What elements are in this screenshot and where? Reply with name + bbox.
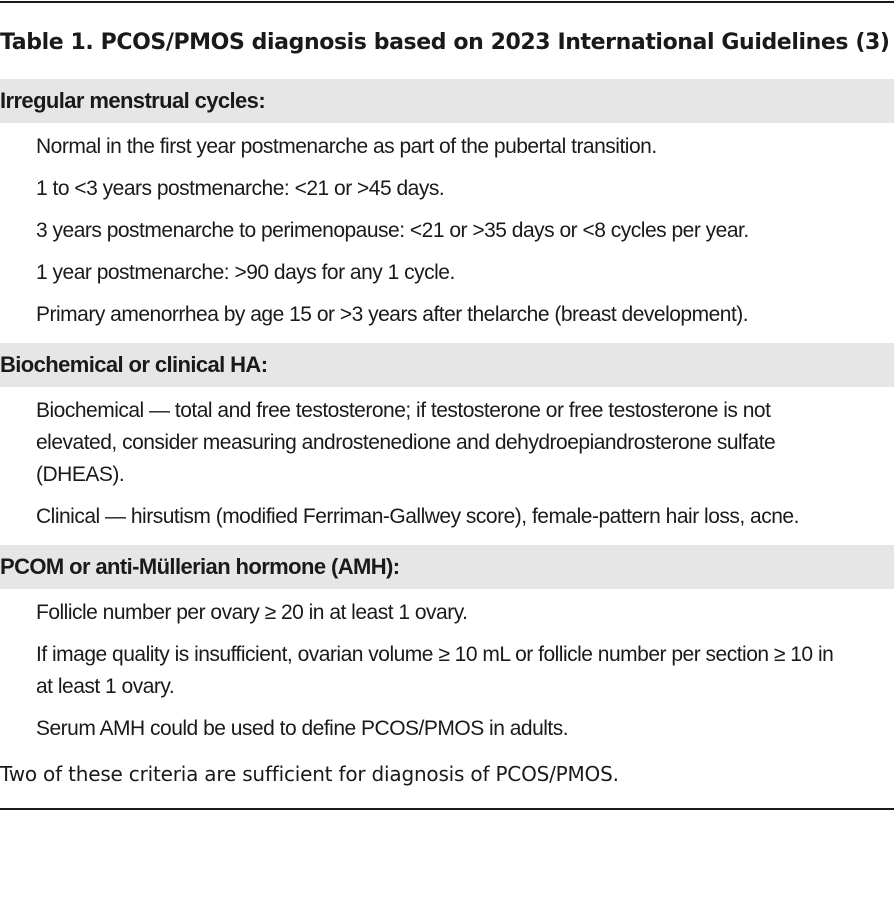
section-items <box>0 589 894 757</box>
section-header: Irregular menstrual cycles: <box>0 79 894 123</box>
criterion-item: 1 year postmenarche: >90 days for any 1 cycle. <box>36 261 455 284</box>
top-rule <box>0 1 894 3</box>
bottom-rule <box>0 808 894 810</box>
section-items <box>0 123 894 343</box>
section-pcom-amh <box>0 545 894 757</box>
section-hyperandrogenism <box>0 343 894 545</box>
criterion-item: Primary amenorrhea by age 15 or >3 years after thelarche (breast development). <box>36 303 749 326</box>
criterion-item: Biochemical — total and free testosterone; if testosterone or free testosterone is not elevated, consider measuring androstenedione and dehydroepiandrosterone sulfate (DHEAS). <box>36 399 776 486</box>
criterion-item: 3 years postmenarche to perimenopause: <21 or >35 days or <8 cycles per year. <box>36 219 749 242</box>
table-footnote: Two of these criteria are sufficient for diagnosis of PCOS/PMOS. <box>0 762 619 786</box>
criterion-item: 1 to <3 years postmenarche: <21 or >45 days. <box>36 177 445 200</box>
section-header: PCOM or anti-Müllerian hormone (AMH): <box>0 545 894 589</box>
criterion-item: If image quality is insufficient, ovarian volume ≥ 10 mL or follicle number per section ≥ 10 in at least 1 ovary. <box>36 643 834 698</box>
section-irregular-cycles <box>0 79 894 343</box>
criterion-item: Clinical — hirsutism (modified Ferriman-Gallwey score), female-pattern hair loss, acne. <box>36 505 799 528</box>
section-items <box>0 387 894 545</box>
table-title: Table 1. PCOS/PMOS diagnosis based on 2023 International Guidelines (3) <box>0 30 890 55</box>
criterion-item: Normal in the first year postmenarche as part of the pubertal transition. <box>36 135 657 158</box>
section-header: Biochemical or clinical HA: <box>0 343 894 387</box>
criterion-item: Follicle number per ovary ≥ 20 in at least 1 ovary. <box>36 601 468 624</box>
criterion-item: Serum AMH could be used to define PCOS/PMOS in adults. <box>36 717 569 740</box>
